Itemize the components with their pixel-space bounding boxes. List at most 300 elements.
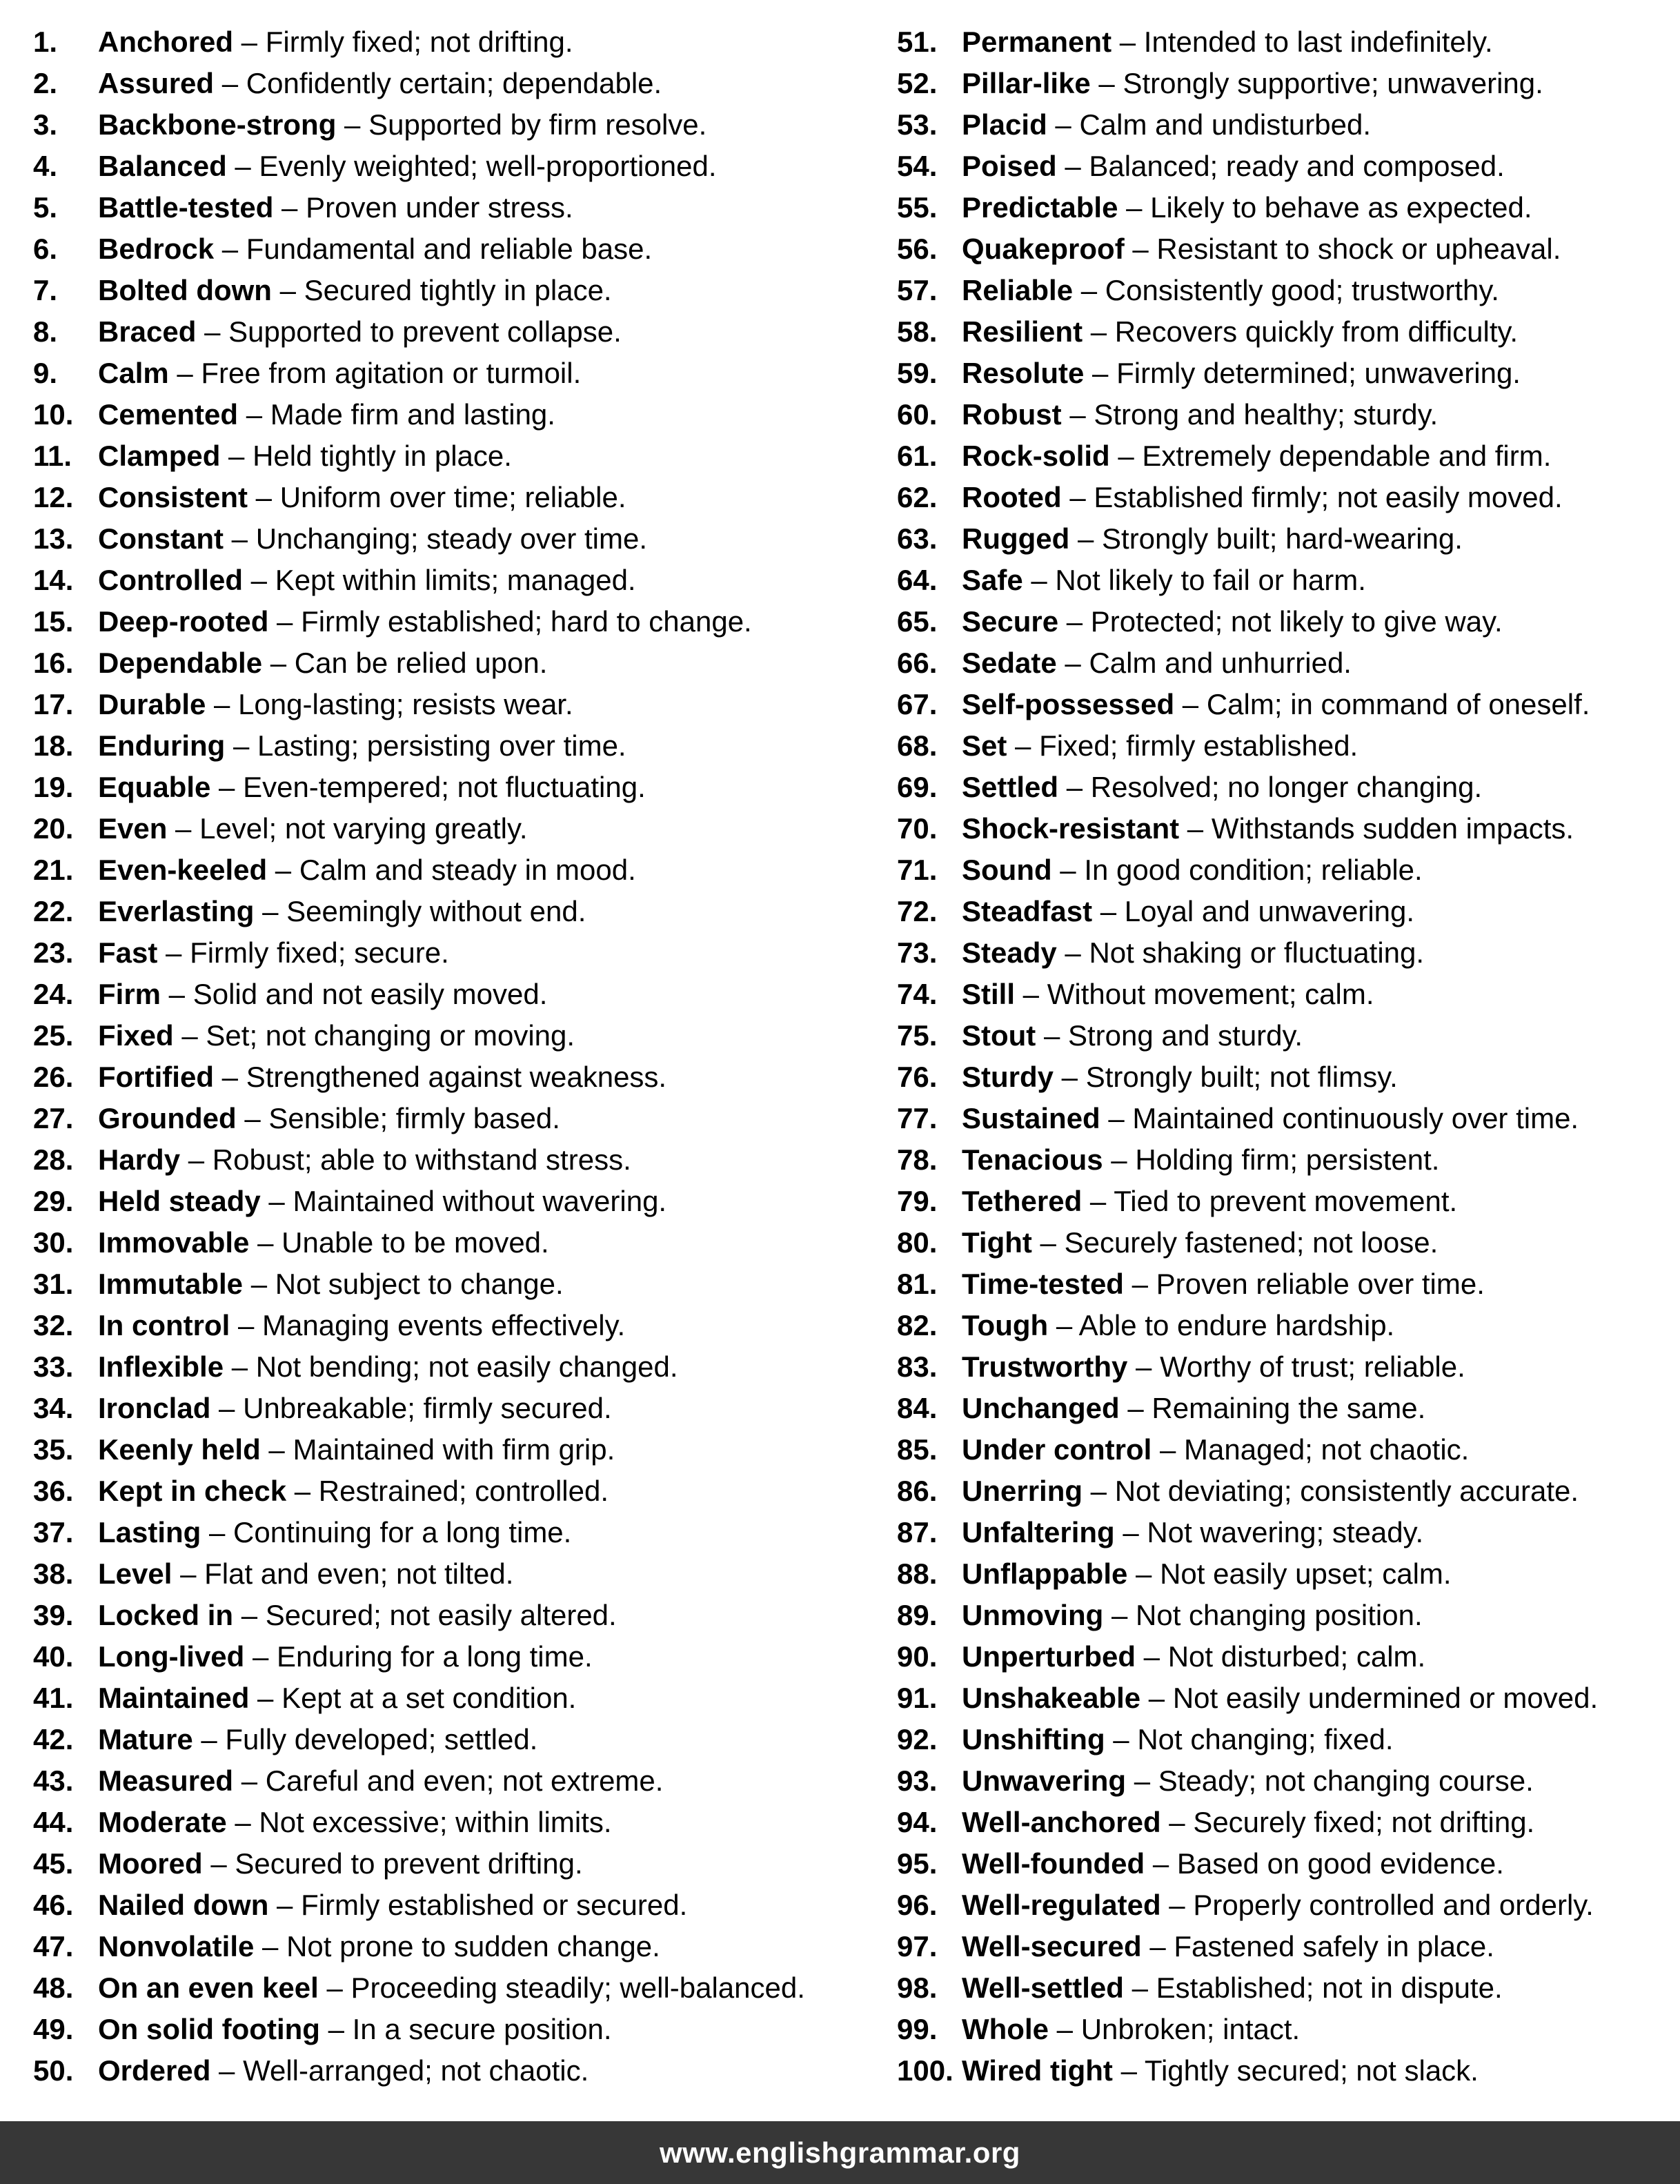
- item-separator: –: [213, 1061, 246, 1093]
- item-term: Assured: [98, 67, 215, 99]
- list-item: [897, 684, 1598, 725]
- item-number: 33.: [33, 1350, 74, 1383]
- list-item: [897, 1678, 1598, 1719]
- item-definition: Unbroken; intact.: [1080, 2013, 1301, 2045]
- item-text: [962, 63, 1543, 104]
- item-separator: –: [1056, 647, 1089, 679]
- item-separator: –: [1160, 1889, 1194, 1921]
- item-text: [962, 353, 1521, 394]
- item-term: Robust: [962, 398, 1062, 431]
- list-item: [33, 21, 805, 63]
- item-text: [98, 1429, 615, 1470]
- list-item: [33, 187, 805, 228]
- item-text: [962, 1346, 1465, 1388]
- item-text: [962, 1553, 1452, 1595]
- item-definition: Unable to be moved.: [281, 1226, 549, 1259]
- item-definition: Likely to behave as expected.: [1150, 191, 1532, 224]
- list-item: [897, 21, 1598, 63]
- item-definition: Firmly established or secured.: [301, 1889, 688, 1921]
- list-item: [897, 518, 1598, 560]
- item-number: 32.: [33, 1309, 74, 1341]
- item-definition: Tied to prevent movement.: [1114, 1185, 1458, 1217]
- item-definition: Remaining the same.: [1152, 1392, 1426, 1424]
- footer-url: www.englishgrammar.org: [660, 2136, 1020, 2169]
- item-number: 49.: [33, 2013, 74, 2045]
- item-definition: Worthy of trust; reliable.: [1160, 1350, 1465, 1383]
- item-text: [98, 642, 547, 684]
- item-number: 92.: [897, 1723, 938, 1755]
- list-item: [33, 2009, 805, 2050]
- item-definition: Extremely dependable and firm.: [1142, 440, 1552, 472]
- item-separator: –: [286, 1475, 319, 1507]
- item-definition: Sensible; firmly based.: [268, 1102, 560, 1134]
- item-text: [98, 1181, 666, 1222]
- item-separator: –: [1174, 688, 1207, 720]
- item-number: 29.: [33, 1185, 74, 1217]
- list-item: [897, 187, 1598, 228]
- item-separator: –: [1109, 440, 1143, 472]
- item-number: 45.: [33, 1847, 74, 1880]
- item-separator: –: [230, 1309, 263, 1341]
- item-number: 28.: [33, 1143, 74, 1176]
- item-number: 15.: [33, 605, 74, 638]
- item-text: [98, 270, 612, 311]
- item-separator: –: [238, 398, 270, 431]
- list-item: [897, 1802, 1598, 1843]
- item-separator: –: [336, 108, 369, 141]
- item-text: [98, 1553, 513, 1595]
- item-term: Bolted down: [98, 274, 272, 306]
- item-separator: –: [1103, 1599, 1136, 1631]
- item-number: 58.: [897, 315, 938, 348]
- list-item: [897, 311, 1598, 353]
- item-definition: Can be relied upon.: [294, 647, 548, 679]
- item-separator: –: [1061, 398, 1094, 431]
- item-definition: Not changing position.: [1136, 1599, 1423, 1631]
- item-number: 77.: [897, 1102, 938, 1134]
- item-separator: –: [214, 67, 246, 99]
- list-item: [33, 1802, 805, 1843]
- list-item: [897, 1760, 1598, 1802]
- item-text: [98, 1098, 560, 1139]
- item-text: [962, 1181, 1457, 1222]
- item-separator: –: [1140, 1682, 1173, 1714]
- item-term: Trustworthy: [962, 1350, 1128, 1383]
- item-term: Fortified: [98, 1061, 214, 1093]
- item-term: Time-tested: [962, 1268, 1124, 1300]
- item-definition: Proven under stress.: [306, 191, 573, 224]
- item-number: 24.: [33, 978, 74, 1010]
- item-text: [962, 1470, 1579, 1512]
- item-definition: Strongly built; not flimsy.: [1085, 1061, 1398, 1093]
- list-item: [897, 63, 1598, 104]
- item-term: Under control: [962, 1433, 1152, 1466]
- item-number: 6.: [33, 233, 58, 265]
- item-term: Steady: [962, 936, 1057, 969]
- list-item: [897, 1967, 1598, 2009]
- item-definition: Steady; not changing course.: [1158, 1764, 1534, 1797]
- list-item: [33, 1760, 805, 1802]
- item-text: [962, 1429, 1469, 1470]
- synonym-list-right-column: [897, 21, 1598, 2092]
- item-separator: –: [180, 1143, 213, 1176]
- item-text: [962, 311, 1518, 353]
- item-definition: Strongly supportive; unwavering.: [1123, 67, 1543, 99]
- item-term: Maintained: [98, 1682, 250, 1714]
- item-separator: –: [1054, 1061, 1086, 1093]
- item-number: 9.: [33, 357, 58, 389]
- item-text: [98, 187, 573, 228]
- item-definition: Even-tempered; not fluctuating.: [243, 771, 646, 803]
- item-separator: –: [192, 1723, 226, 1755]
- item-text: [962, 228, 1561, 270]
- item-text: [98, 311, 622, 353]
- item-definition: Strong and healthy; sturdy.: [1094, 398, 1439, 431]
- list-item: [897, 1181, 1598, 1222]
- list-item: [897, 767, 1598, 808]
- list-item: [33, 767, 805, 808]
- item-definition: In good condition; reliable.: [1084, 854, 1423, 886]
- item-number: 30.: [33, 1226, 74, 1259]
- item-separator: –: [1036, 1019, 1068, 1052]
- item-number: 72.: [897, 895, 938, 927]
- list-item: [33, 435, 805, 477]
- item-text: [962, 1967, 1503, 2009]
- item-number: 10.: [33, 398, 74, 431]
- item-definition: Secured to prevent drifting.: [235, 1847, 583, 1880]
- item-definition: Supported to prevent collapse.: [228, 315, 622, 348]
- item-definition: Loyal and unwavering.: [1124, 895, 1415, 927]
- item-text: [98, 932, 449, 974]
- list-item: [33, 1305, 805, 1346]
- list-item: [897, 1263, 1598, 1305]
- item-number: 97.: [897, 1930, 938, 1962]
- item-term: Sturdy: [962, 1061, 1054, 1093]
- item-term: Balanced: [98, 150, 227, 182]
- item-term: Whole: [962, 2013, 1049, 2045]
- item-definition: Made firm and lasting.: [270, 398, 555, 431]
- item-number: 23.: [33, 936, 74, 969]
- item-number: 5.: [33, 191, 58, 224]
- list-item: [33, 2050, 805, 2092]
- list-item: [33, 1595, 805, 1636]
- item-term: Dependable: [98, 647, 263, 679]
- item-text: [962, 1015, 1303, 1056]
- item-term: Set: [962, 729, 1007, 762]
- list-item: [897, 1139, 1598, 1181]
- item-separator: –: [233, 26, 266, 58]
- item-term: Sound: [962, 854, 1052, 886]
- item-definition: Enduring for a long time.: [277, 1640, 593, 1673]
- item-text: [98, 1263, 564, 1305]
- item-term: Battle-tested: [98, 191, 274, 224]
- list-item: [33, 1719, 805, 1760]
- item-text: [98, 1843, 583, 1885]
- item-text: [98, 601, 752, 642]
- item-term: Equable: [98, 771, 211, 803]
- item-term: Wired tight: [962, 2054, 1113, 2087]
- item-separator: –: [254, 1930, 287, 1962]
- list-item: [897, 2009, 1598, 2050]
- item-separator: –: [273, 191, 306, 224]
- list-item: [33, 1056, 805, 1098]
- item-text: [962, 1098, 1579, 1139]
- item-term: Rock-solid: [962, 440, 1110, 472]
- item-term: Settled: [962, 771, 1059, 803]
- item-term: Locked in: [98, 1599, 234, 1631]
- item-number: 8.: [33, 315, 58, 348]
- item-separator: –: [248, 481, 280, 513]
- item-term: In control: [98, 1309, 230, 1341]
- item-definition: Established firmly; not easily moved.: [1094, 481, 1563, 513]
- item-text: [98, 1802, 612, 1843]
- item-number: 39.: [33, 1599, 74, 1631]
- item-definition: Recovers quickly from difficulty.: [1114, 315, 1519, 348]
- item-number: 90.: [897, 1640, 938, 1673]
- item-term: Resolute: [962, 357, 1085, 389]
- item-term: Ironclad: [98, 1392, 211, 1424]
- item-separator: –: [1082, 1185, 1114, 1217]
- item-separator: –: [157, 936, 190, 969]
- item-text: [962, 932, 1424, 974]
- item-text: [962, 1678, 1598, 1719]
- item-definition: Held tightly in place.: [253, 440, 512, 472]
- item-number: 44.: [33, 1806, 74, 1838]
- item-separator: –: [1126, 1764, 1158, 1797]
- item-text: [98, 891, 586, 932]
- item-definition: Balanced; ready and composed.: [1089, 150, 1505, 182]
- item-definition: Not shaking or fluctuating.: [1089, 936, 1425, 969]
- list-item: [897, 1388, 1598, 1429]
- item-definition: Intended to last indefinitely.: [1143, 26, 1493, 58]
- item-number: 25.: [33, 1019, 74, 1052]
- item-definition: Uniform over time; reliable.: [279, 481, 626, 513]
- item-separator: –: [271, 274, 304, 306]
- item-text: [962, 1512, 1423, 1553]
- list-item: [33, 932, 805, 974]
- item-separator: –: [1056, 936, 1089, 969]
- item-term: Unerring: [962, 1475, 1083, 1507]
- item-text: [962, 2009, 1300, 2050]
- item-number: 82.: [897, 1309, 938, 1341]
- item-text: [962, 270, 1499, 311]
- item-number: 62.: [897, 481, 938, 513]
- item-number: 13.: [33, 522, 74, 555]
- item-definition: Robust; able to withstand stress.: [212, 1143, 631, 1176]
- list-item: [897, 394, 1598, 435]
- item-definition: Continuing for a long time.: [233, 1516, 572, 1548]
- list-item: [897, 1222, 1598, 1263]
- item-term: Grounded: [98, 1102, 237, 1134]
- item-separator: –: [267, 854, 299, 886]
- item-number: 85.: [897, 1433, 938, 1466]
- item-definition: Restrained; controlled.: [318, 1475, 609, 1507]
- item-separator: –: [268, 1889, 302, 1921]
- item-number: 60.: [897, 398, 938, 431]
- item-definition: Tightly secured; not slack.: [1144, 2054, 1479, 2087]
- item-text: [962, 725, 1358, 767]
- item-term: Well-founded: [962, 1847, 1145, 1880]
- item-term: Steadfast: [962, 895, 1093, 927]
- item-number: 71.: [897, 854, 938, 886]
- item-separator: –: [225, 729, 258, 762]
- item-text: [98, 1678, 576, 1719]
- list-item: [33, 477, 805, 518]
- item-text: [98, 808, 528, 849]
- item-term: Cemented: [98, 398, 239, 431]
- item-number: 52.: [897, 67, 938, 99]
- item-term: Mature: [98, 1723, 193, 1755]
- item-separator: –: [1073, 274, 1105, 306]
- list-item: [897, 974, 1598, 1015]
- item-term: Rugged: [962, 522, 1070, 555]
- item-number: 63.: [897, 522, 938, 555]
- item-definition: Kept at a set condition.: [281, 1682, 577, 1714]
- item-separator: –: [210, 771, 244, 803]
- item-term: Controlled: [98, 564, 243, 596]
- item-definition: Strongly built; hard-wearing.: [1102, 522, 1463, 555]
- item-separator: –: [206, 688, 239, 720]
- list-item: [897, 228, 1598, 270]
- item-definition: Fundamental and reliable base.: [246, 233, 653, 265]
- item-definition: Not subject to change.: [275, 1268, 564, 1300]
- item-text: [962, 808, 1574, 849]
- item-text: [98, 1346, 678, 1388]
- list-item: [897, 1595, 1598, 1636]
- list-item: [33, 1553, 805, 1595]
- list-item: [33, 1346, 805, 1388]
- item-term: Level: [98, 1557, 172, 1590]
- list-item: [897, 270, 1598, 311]
- list-item: [897, 1512, 1598, 1553]
- list-item: [33, 353, 805, 394]
- list-item: [33, 1263, 805, 1305]
- item-definition: Secured; not easily altered.: [265, 1599, 617, 1631]
- item-definition: Not disturbed; calm.: [1167, 1640, 1426, 1673]
- list-item: [33, 560, 805, 601]
- item-term: Constant: [98, 522, 224, 555]
- item-number: 37.: [33, 1516, 74, 1548]
- item-definition: Level; not varying greatly.: [199, 812, 528, 845]
- item-separator: –: [1118, 191, 1151, 224]
- list-item: [897, 477, 1598, 518]
- item-text: [98, 104, 706, 146]
- list-item: [33, 974, 805, 1015]
- item-text: [98, 146, 717, 187]
- item-term: Secure: [962, 605, 1059, 638]
- item-definition: Not easily undermined or moved.: [1172, 1682, 1599, 1714]
- item-separator: –: [236, 1102, 269, 1134]
- item-text: [962, 891, 1414, 932]
- item-definition: Solid and not easily moved.: [192, 978, 548, 1010]
- item-term: Consistent: [98, 481, 248, 513]
- item-definition: Calm and steady in mood.: [299, 854, 636, 886]
- item-separator: –: [319, 2013, 353, 2045]
- item-term: Bedrock: [98, 233, 215, 265]
- item-term: Anchored: [98, 26, 234, 58]
- item-text: [98, 1222, 549, 1263]
- item-definition: Firmly fixed; not drifting.: [265, 26, 573, 58]
- item-term: Unchanged: [962, 1392, 1120, 1424]
- item-definition: Evenly weighted; well-proportioned.: [259, 150, 717, 182]
- item-text: [98, 2050, 589, 2092]
- list-item: [33, 1967, 805, 2009]
- item-term: Moored: [98, 1847, 203, 1880]
- item-term: Permanent: [962, 26, 1112, 58]
- item-number: 7.: [33, 274, 58, 306]
- list-item: [33, 1388, 805, 1429]
- item-number: 1.: [33, 26, 58, 58]
- list-item: [33, 1429, 805, 1470]
- item-number: 74.: [897, 978, 938, 1010]
- item-definition: Set; not changing or moving.: [206, 1019, 575, 1052]
- item-text: [962, 1263, 1485, 1305]
- list-item: [33, 1098, 805, 1139]
- item-definition: Established; not in dispute.: [1156, 1971, 1503, 2004]
- item-definition: Long-lasting; resists wear.: [238, 688, 573, 720]
- item-term: Held steady: [98, 1185, 261, 1217]
- item-definition: Securely fixed; not drifting.: [1193, 1806, 1535, 1838]
- item-text: [98, 1967, 805, 2009]
- list-item: [33, 1512, 805, 1553]
- item-definition: Fixed; firmly established.: [1039, 729, 1358, 762]
- synonym-list-left-column: [33, 21, 805, 2092]
- list-item: [897, 2050, 1598, 2092]
- item-text: [98, 2009, 612, 2050]
- list-item: [33, 146, 805, 187]
- item-definition: Calm; in command of oneself.: [1206, 688, 1590, 720]
- item-number: 84.: [897, 1392, 938, 1424]
- item-separator: –: [202, 1847, 235, 1880]
- item-term: Immovable: [98, 1226, 250, 1259]
- item-text: [962, 1305, 1394, 1346]
- item-text: [98, 767, 646, 808]
- item-separator: –: [1136, 1640, 1168, 1673]
- item-text: [962, 1885, 1594, 1926]
- item-term: Stout: [962, 1019, 1036, 1052]
- item-term: Unflappable: [962, 1557, 1128, 1590]
- item-text: [962, 1388, 1425, 1429]
- item-number: 67.: [897, 688, 938, 720]
- item-separator: –: [1092, 895, 1125, 927]
- item-separator: –: [1022, 564, 1056, 596]
- item-text: [962, 146, 1505, 187]
- item-separator: –: [1083, 315, 1115, 348]
- item-term: Keenly held: [98, 1433, 261, 1466]
- item-term: Well-settled: [962, 1971, 1124, 2004]
- list-item: [33, 63, 805, 104]
- item-definition: Supported by firm resolve.: [368, 108, 707, 141]
- item-number: 54.: [897, 150, 938, 182]
- item-text: [98, 435, 512, 477]
- item-definition: Properly controlled and orderly.: [1193, 1889, 1594, 1921]
- item-term: Unfaltering: [962, 1516, 1115, 1548]
- item-definition: Based on good evidence.: [1176, 1847, 1504, 1880]
- item-number: 61.: [897, 440, 938, 472]
- item-text: [98, 1512, 571, 1553]
- item-separator: –: [1179, 812, 1212, 845]
- item-text: [962, 518, 1463, 560]
- item-separator: –: [1051, 854, 1085, 886]
- item-number: 91.: [897, 1682, 938, 1714]
- item-term: Even-keeled: [98, 854, 268, 886]
- list-item: [33, 1470, 805, 1512]
- item-number: 14.: [33, 564, 74, 596]
- item-separator: –: [161, 978, 193, 1010]
- item-term: Lasting: [98, 1516, 201, 1548]
- item-text: [962, 435, 1551, 477]
- item-separator: –: [243, 1268, 275, 1300]
